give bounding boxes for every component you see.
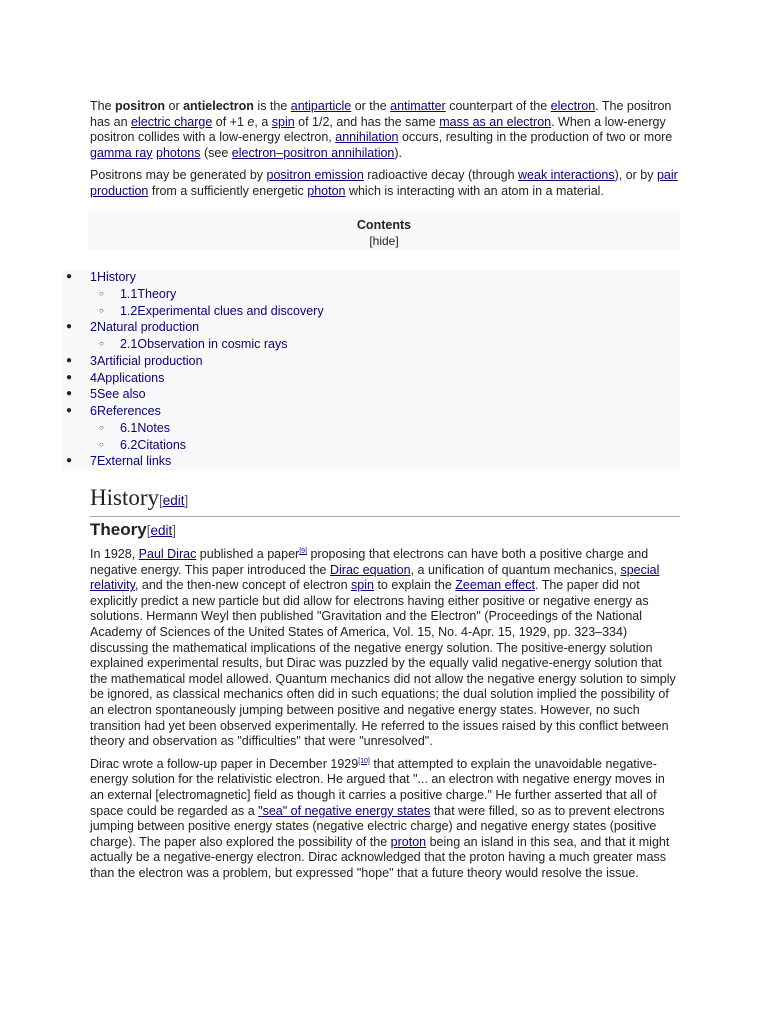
- link-antimatter[interactable]: antimatter: [390, 99, 446, 113]
- toc-item[interactable]: ○ 2.1Observation in cosmic rays: [99, 337, 288, 351]
- link-mass-as-electron[interactable]: mass as an electron: [439, 114, 552, 129]
- toc-item[interactable]: ● 7External links: [66, 454, 172, 469]
- link-annihilation[interactable]: annihilation: [335, 130, 399, 145]
- toc-list: [62, 269, 680, 470]
- edit-link-history[interactable]: edit: [162, 493, 185, 508]
- bullet-icon: ●: [66, 388, 73, 400]
- bullet-icon: ●: [66, 354, 73, 366]
- circle-bullet-icon: ○: [99, 288, 104, 298]
- link-gamma-ray[interactable]: gamma ray: [90, 145, 153, 160]
- toc-item[interactable]: ● 6References: [66, 404, 161, 418]
- toc-item[interactable]: ○ 1.1Theory: [99, 286, 177, 301]
- link-spin[interactable]: spin: [351, 578, 374, 593]
- section-heading-theory: Theory[edit]: [90, 520, 176, 539]
- toc-title: Contents: [356, 218, 412, 232]
- link-dirac-equation[interactable]: Dirac equation: [329, 562, 411, 577]
- toc-item[interactable]: ● 3Artificial production: [66, 353, 203, 368]
- link-paul-dirac[interactable]: Paul Dirac: [138, 547, 197, 561]
- intro: [90, 99, 680, 207]
- edit-link-theory[interactable]: edit: [150, 523, 173, 538]
- theory-body: [90, 547, 680, 888]
- edit-section-history: [edit]: [159, 493, 189, 508]
- link-dirac-sea[interactable]: "sea" of negative energy states: [258, 803, 431, 818]
- circle-bullet-icon: ○: [99, 305, 104, 315]
- link-spin[interactable]: spin: [271, 114, 295, 129]
- toc-item[interactable]: ○ 6.1Notes: [99, 420, 171, 435]
- link-special-relativity[interactable]: special relativity: [90, 562, 660, 593]
- citation-9[interactable]: [9]: [299, 548, 307, 555]
- link-electron[interactable]: electron: [550, 99, 596, 113]
- toc-item[interactable]: ○ 6.2Citations: [99, 437, 187, 452]
- term-antielectron: antielectron: [183, 99, 254, 113]
- toc-item[interactable]: ● 4Applications: [66, 370, 165, 385]
- link-proton[interactable]: proton: [390, 834, 427, 849]
- toc-item[interactable]: ● 2Natural production: [66, 320, 200, 335]
- toc-item[interactable]: ● 5See also: [66, 387, 146, 402]
- bullet-icon: ●: [66, 405, 73, 416]
- bullet-icon: ●: [66, 371, 73, 383]
- section-heading-history: History[edit]: [90, 484, 680, 517]
- circle-bullet-icon: ○: [99, 339, 104, 348]
- link-electric-charge[interactable]: electric charge: [131, 114, 213, 129]
- term-positron: positron: [115, 99, 166, 113]
- link-antiparticle[interactable]: antiparticle: [290, 99, 352, 113]
- circle-bullet-icon: ○: [99, 422, 104, 432]
- intro-paragraph-1: The positron or antielectron is the antiparticle or the antimatter counterpart of the electron. The positron has an electric charge of +1 e, a spin of 1/2, and has the same mass as an electron. When a low-energy positron collides with a low-energy electron, annihilation occurs, resulting in the production of two or more gamma ray photons (see electron–positron annihilation).: [90, 99, 673, 160]
- bullet-icon: ●: [66, 271, 73, 282]
- link-photon[interactable]: photon: [307, 183, 346, 198]
- link-photons[interactable]: photons: [156, 145, 201, 160]
- toc-hide-toggle[interactable]: [hide]: [369, 234, 399, 248]
- circle-bullet-icon: ○: [99, 439, 104, 449]
- edit-section-theory: [edit]: [146, 523, 176, 538]
- link-weak-interactions[interactable]: weak interactions: [518, 168, 615, 183]
- toc-item[interactable]: ○ 1.2Experimental clues and discovery: [99, 303, 324, 318]
- intro-paragraph-2: Positrons may be generated by positron emission radioactive decay (through weak interactions), or by pair production from a sufficiently energetic photon which is interacting with an atom in a material.: [90, 168, 678, 198]
- link-zeeman-effect[interactable]: Zeeman effect: [455, 578, 535, 593]
- link-positron-emission[interactable]: positron emission: [266, 168, 364, 183]
- theory-paragraph-1: In 1928, Paul Dirac published a paper[9] proposing that electrons can have both a positive charge and negative energy. This paper introduced the Dirac equation, a unification of quantum mechanics, special relativity, and the then-new concept of electron spin to explain the Zeeman effect. The paper did not explicitly predict a new particle but did allow for electrons having either positive or negative energy as solutions. Hermann Weyl then published "Gravitation and the Electron" (Proceedings of the National Academy of Sciences of the United States of America, Vol. 15, No. 4-Apr. 15, 1929, pp. 323–334) discussing the mathematical implications of the negative energy solution. The positive-energy solution explained experimental results, but Dirac was puzzled by the equally valid negative-energy solution that the mathematical model allowed. Quantum mechanics did not allow the negative energy solution to simply be ignored, as classical mechanics often did in such equations; the dual solution implied the possibility of an electron spontaneously jumping between positive and negative energy states. However, no such transition had yet been observed experimentally. He referred to the issues raised by this conflict between theory and observation as "difficulties" that were "unresolved".: [90, 547, 676, 749]
- toc-header: [88, 210, 680, 250]
- toc-item[interactable]: ● 1History: [66, 270, 136, 284]
- citation-10[interactable]: [10]: [358, 757, 370, 765]
- link-pair-production[interactable]: pair production: [90, 168, 678, 198]
- theory-paragraph-2: Dirac wrote a follow-up paper in December 1929[10] that attempted to explain the unavoidable negative-energy solution for the relativistic electron. He argued that "... an electron with negative energy moves in an external [electromagnetic] field as though it carries a positive charge." He further asserted that all of space could be regarded as a "sea" of negative energy states that were filled, so as to prevent electrons jumping between positive energy states (negative electric charge) and negative energy states (positive charge). The paper also explored the possibility of the proton being an island in this sea, and that it might actually be a negative-energy electron. Dirac acknowledged that the proton having a much greater mass than the electron was a problem, but expressed "hope" that a future theory would resolve the issue.: [90, 756, 670, 880]
- bullet-icon: ●: [66, 321, 73, 333]
- bullet-icon: ●: [66, 455, 73, 467]
- link-electron-positron-annihilation[interactable]: electron–positron annihilation: [231, 145, 395, 160]
